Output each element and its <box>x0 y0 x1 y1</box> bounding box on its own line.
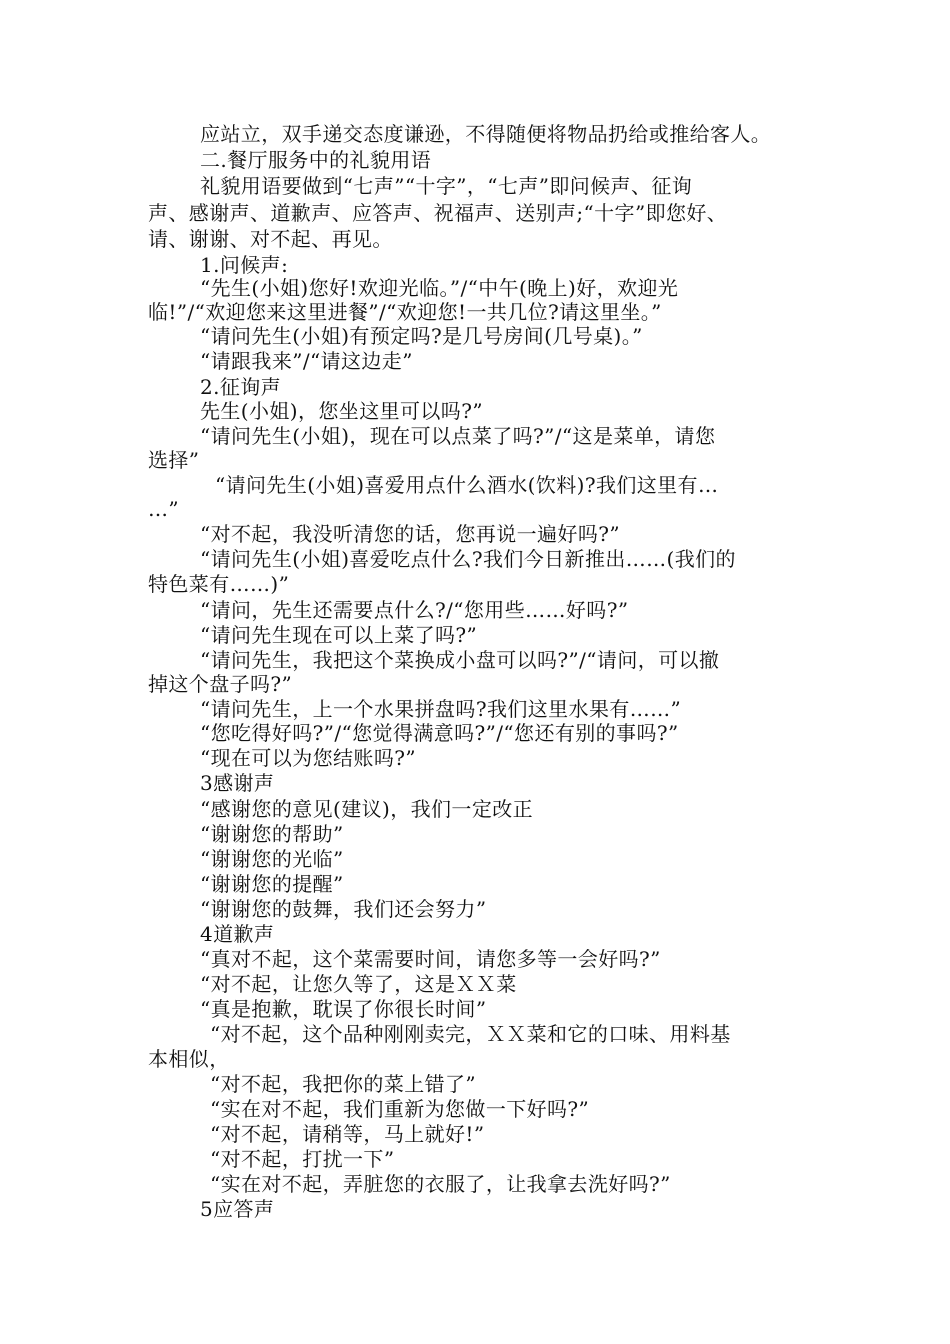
text-line: “对不起，我没听清您的话，您再说一遍好吗?” <box>200 522 620 546</box>
text-line: 本相似， <box>148 1047 230 1071</box>
text-line: “请问先生现在可以上菜了吗?” <box>200 623 478 647</box>
subsection-heading: 5应答声 <box>200 1197 275 1221</box>
text-line: “请问先生，我把这个菜换成小盘可以吗?”/“请问，可以撤 <box>200 648 720 672</box>
text-line: “对不起，请稍等，马上就好!” <box>210 1122 485 1146</box>
text-line: “对不起，让您久等了，这是ＸＸ菜 <box>200 972 517 996</box>
text-line: “谢谢您的帮助” <box>200 822 344 846</box>
text-line: 先生(小姐)，您坐这里可以吗?” <box>200 399 483 423</box>
text-line: “请跟我来”/“请这边走” <box>200 349 413 373</box>
text-line: “对不起，我把你的菜上错了” <box>210 1072 477 1096</box>
text-line: “谢谢您的提醒” <box>200 872 344 896</box>
text-line: 礼貌用语要做到“七声”“十字”，“七声”即问候声、征询 <box>200 174 693 198</box>
text-line: “对不起，这个品种刚刚卖完，ＸＸ菜和它的口味、用料基 <box>210 1022 731 1046</box>
subsection-heading: 4道歉声 <box>200 922 275 946</box>
subsection-heading: 2.征询声 <box>200 375 282 399</box>
text-line: …” <box>148 497 180 521</box>
text-line: “真是抱歉，耽误了你很长时间” <box>200 997 487 1021</box>
text-line: “实在对不起，弄脏您的衣服了，让我拿去洗好吗?” <box>210 1172 671 1196</box>
subsection-heading: 1.问候声: <box>200 253 289 277</box>
text-line: 声、感谢声、道歉声、应答声、祝福声、送别声;“十字”即您好、 <box>148 201 728 225</box>
section-heading: 二.餐厅服务中的礼貌用语 <box>200 148 432 172</box>
text-line: “谢谢您的光临” <box>200 847 344 871</box>
text-line: “感谢您的意见(建议)，我们一定改正 <box>200 797 534 821</box>
text-line: “实在对不起，我们重新为您做一下好吗?” <box>210 1097 590 1121</box>
text-line: 特色菜有……)” <box>148 572 290 596</box>
subsection-heading: 3感谢声 <box>200 771 275 795</box>
text-line: 掉这个盘子吗?” <box>148 672 293 696</box>
text-line: “真对不起，这个菜需要时间，请您多等一会好吗?” <box>200 947 661 971</box>
text-line: “谢谢您的鼓舞，我们还会努力” <box>200 897 487 921</box>
text-line: “请问先生(小姐)喜爱吃点什么?我们今日新推出……(我们的 <box>200 547 736 571</box>
text-line: 临!”/“欢迎您来这里进餐”/“欢迎您!一共几位?请这里坐。” <box>148 300 662 324</box>
text-line: “请问先生(小姐)，现在可以点菜了吗?”/“这是菜单，请您 <box>200 424 716 448</box>
text-line: “您吃得好吗?”/“您觉得满意吗?”/“您还有别的事吗?” <box>200 721 679 745</box>
text-line: 请、谢谢、对不起、再见。 <box>148 227 393 251</box>
text-line: 选择” <box>148 448 200 472</box>
text-line: “先生(小姐)您好!欢迎光临。”/“中午(晚上)好，欢迎光 <box>200 276 679 300</box>
text-line: “请问先生(小姐)喜爱用点什么酒水(饮料)?我们这里有… <box>215 473 719 497</box>
text-line: “请问先生(小姐)有预定吗?是几号房间(几号桌)。” <box>200 324 643 348</box>
text-line: “现在可以为您结账吗?” <box>200 746 416 770</box>
text-line: “请问先生，上一个水果拼盘吗?我们这里水果有……” <box>200 697 682 721</box>
text-line: 应站立，双手递交态度谦逊，不得随便将物品扔给或推给客人。 <box>200 122 772 146</box>
text-line: “请问，先生还需要点什么?/“您用些……好吗?” <box>200 598 629 622</box>
text-line: “对不起，打扰一下” <box>210 1147 395 1171</box>
